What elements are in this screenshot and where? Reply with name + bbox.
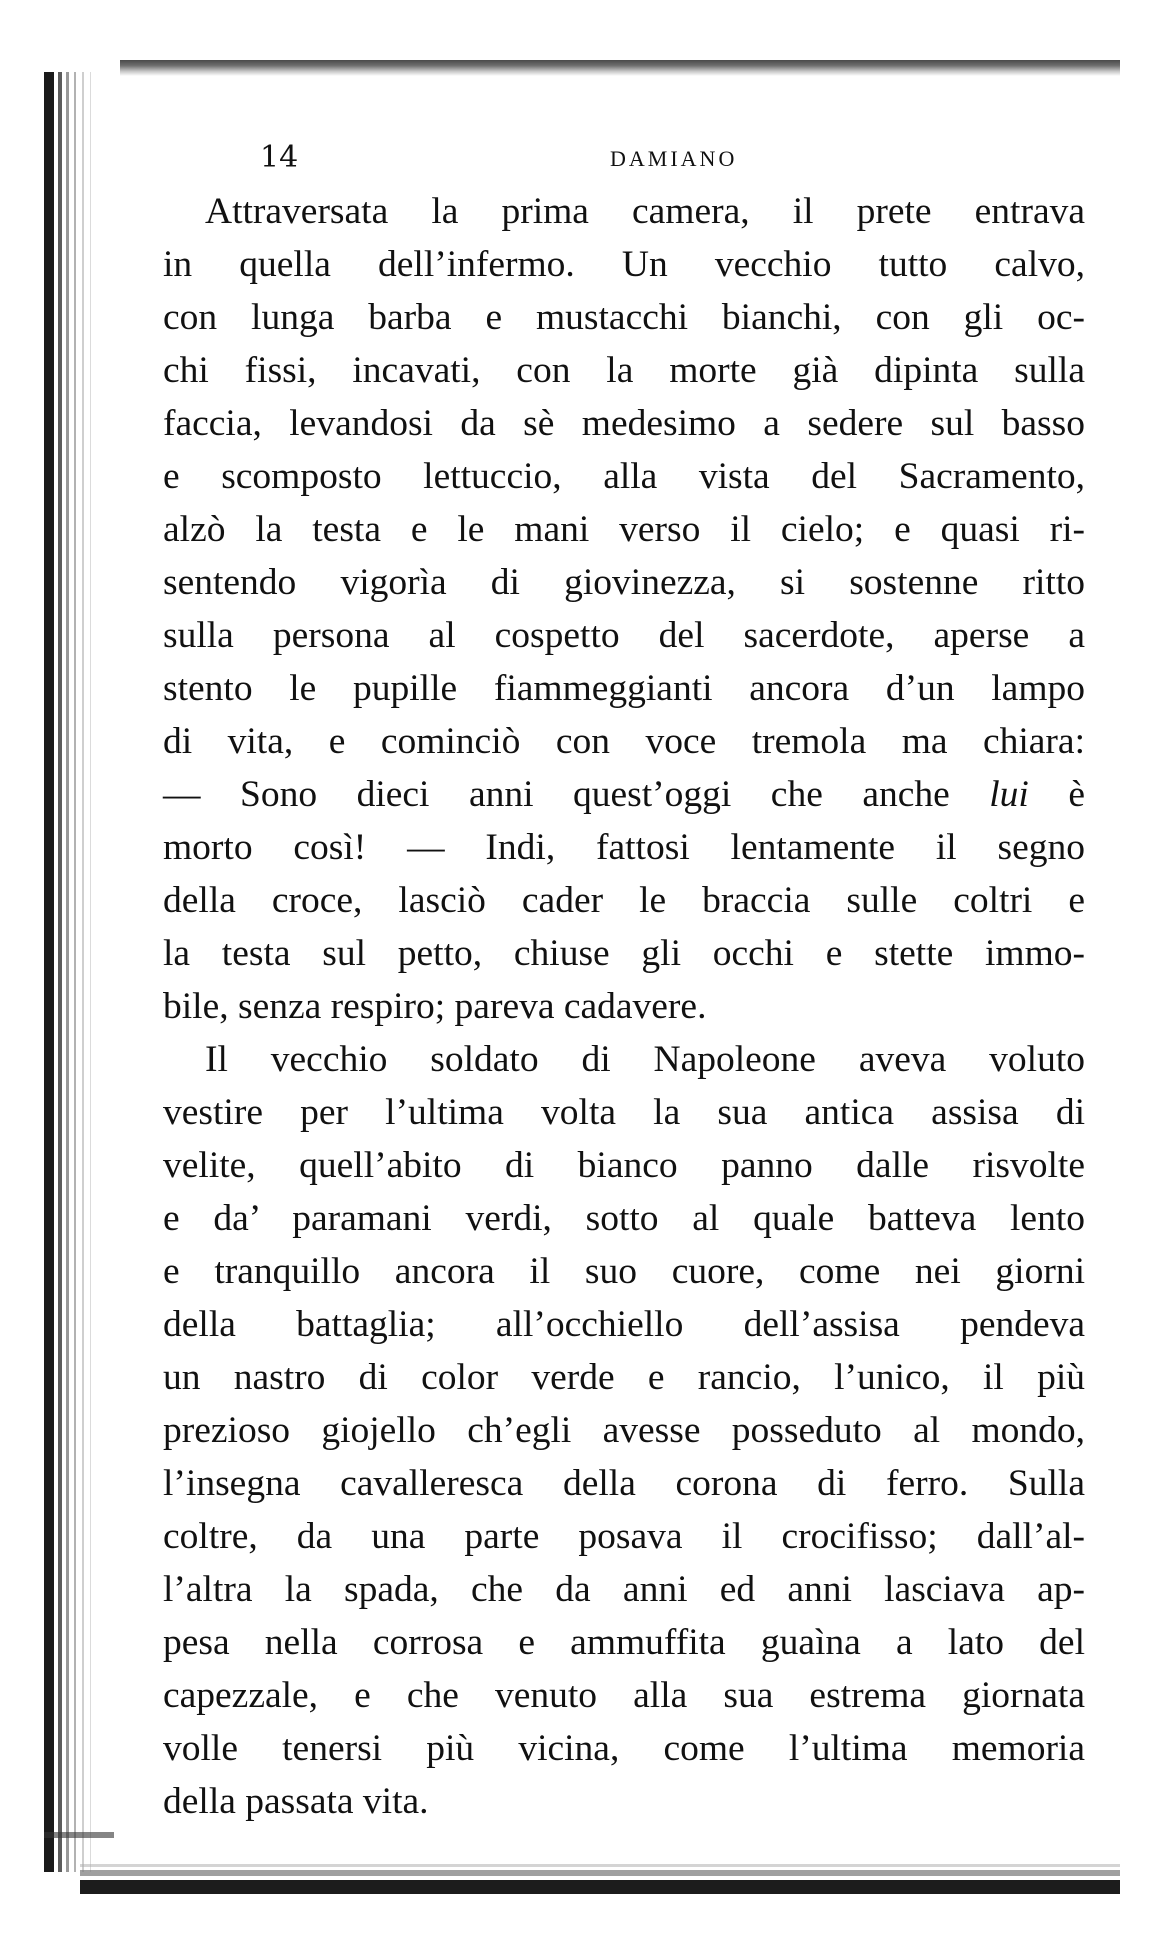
page-top-edge	[120, 60, 1120, 76]
text-line: con lunga barba e mustacchi bianchi, con gli oc-	[163, 297, 1085, 338]
text-line: vestire per l’ultima volta la sua antica assisa di	[163, 1092, 1085, 1133]
text-line: prezioso giojello ch’egli avesse posseduto al mondo,	[163, 1410, 1085, 1451]
text-line: chi fissi, incavati, con la morte già dipinta sulla	[163, 350, 1085, 391]
paragraph-2	[163, 1033, 1085, 1828]
text-line: Attraversata la prima camera, il prete entrava	[205, 191, 1085, 232]
text-line: sentendo vigorìa di giovinezza, si sostenne ritto	[163, 562, 1085, 603]
text-line: pesa nella corrosa e ammuffita guaìna a lato del	[163, 1622, 1085, 1663]
text-line: e da’ paramani verdi, sotto al quale batteva lento	[163, 1198, 1085, 1239]
text-line: un nastro di color verde e rancio, l’unico, il più	[163, 1357, 1085, 1398]
text-line: morto così! — Indi, fattosi lentamente il segno	[163, 827, 1085, 868]
text-line: alzò la testa e le mani verso il cielo; e quasi ri-	[163, 509, 1085, 550]
text-line: sulla persona al cospetto del sacerdote, aperse a	[163, 615, 1085, 656]
text-line: in quella dell’infermo. Un vecchio tutto calvo,	[163, 244, 1085, 285]
book-binding-shadow	[44, 72, 114, 1872]
page-header	[260, 138, 960, 182]
text-line-part: — Sono dieci anni quest’oggi che anche	[163, 774, 950, 815]
text-line: coltre, da una parte posava il crocifisso; dall’al-	[163, 1516, 1085, 1557]
italic-word: lui	[989, 774, 1029, 815]
text-line-with-italic	[163, 768, 1085, 821]
text-line: della battaglia; all’occhiello dell’assisa pendeva	[163, 1304, 1085, 1345]
text-line: Il vecchio soldato di Napoleone aveva voluto	[205, 1039, 1085, 1080]
text-line: capezzale, e che venuto alla sua estrema giornata	[163, 1675, 1085, 1716]
running-title: DAMIANO	[610, 146, 738, 171]
text-line: faccia, levandosi da sè medesimo a sedere sul basso	[163, 403, 1085, 444]
text-line: della croce, lasciò cader le braccia sulle coltri e	[163, 880, 1085, 921]
text-line: bile, senza respiro; pareva cadavere.	[163, 986, 707, 1027]
text-line: stento le pupille fiammeggianti ancora d’un lampo	[163, 668, 1085, 709]
text-line: e scomposto lettuccio, alla vista del Sacramento,	[163, 456, 1085, 497]
text-line: della passata vita.	[163, 1781, 429, 1822]
text-line: velite, quell’abito di bianco panno dalle risvolte	[163, 1145, 1085, 1186]
paragraph-1	[163, 185, 1086, 1033]
text-line: l’altra la spada, che da anni ed anni lasciava ap-	[163, 1569, 1085, 1610]
text-line: e tranquillo ancora il suo cuore, come nei giorni	[163, 1251, 1085, 1292]
page-number: 14	[260, 140, 299, 175]
page-bottom-edge	[80, 1862, 1120, 1900]
body-text	[163, 185, 1086, 1828]
text-line: volle tenersi più vicina, come l’ultima memoria	[163, 1728, 1085, 1769]
text-line: di vita, e cominciò con voce tremola ma chiara:	[163, 721, 1085, 762]
text-line: l’insegna cavalleresca della corona di ferro. Sulla	[163, 1463, 1085, 1504]
text-line: la testa sul petto, chiuse gli occhi e stette immo-	[163, 933, 1085, 974]
text-line-part: è	[1068, 774, 1086, 815]
